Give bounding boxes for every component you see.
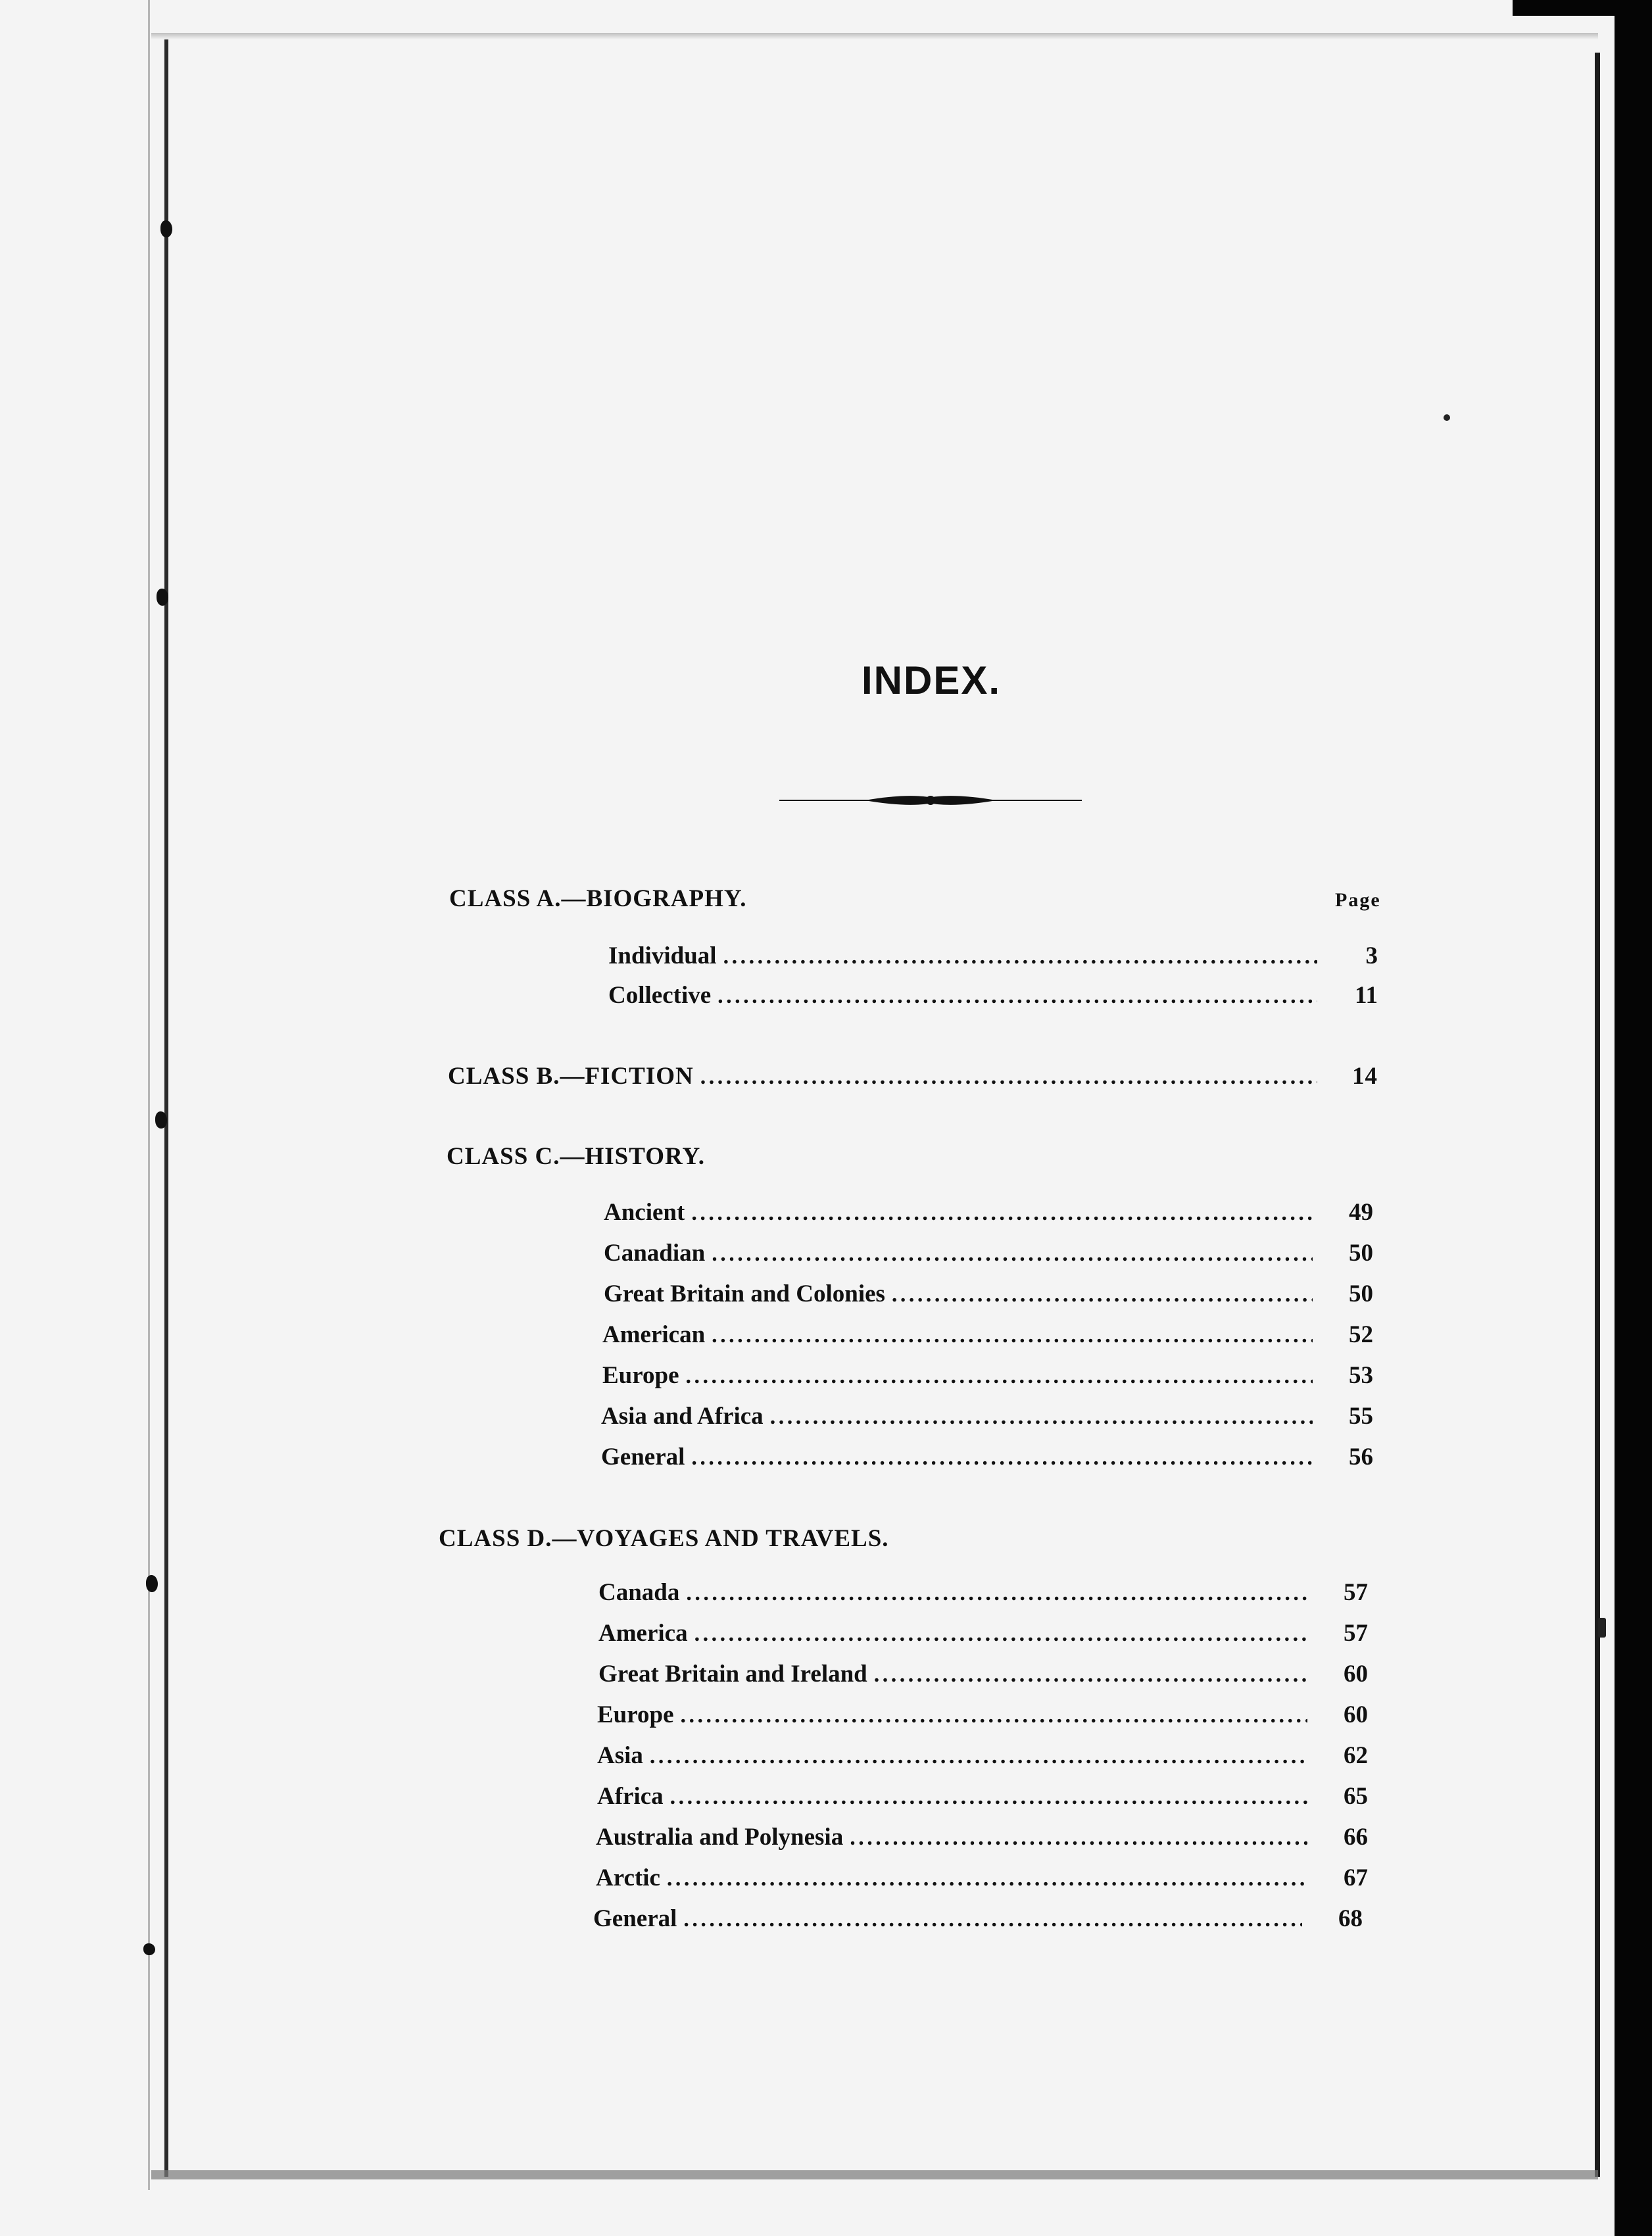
index-entry <box>597 1741 1368 1774</box>
entry-page: 62 <box>1344 1742 1368 1769</box>
entry-label: General <box>593 1905 677 1932</box>
entry-page: 55 <box>1349 1403 1373 1430</box>
entry-label: Great Britain and Colonies <box>604 1280 885 1307</box>
index-entry <box>593 1905 1363 1937</box>
entry-page: 68 <box>1338 1905 1363 1932</box>
index-entry <box>601 1402 1373 1435</box>
index-entry <box>597 1782 1368 1815</box>
entry-page: 52 <box>1349 1321 1373 1348</box>
binding-stitch <box>155 1111 167 1129</box>
entry-label: Great Britain and Ireland <box>598 1661 867 1688</box>
dot-leader <box>670 1785 1307 1810</box>
index-entry <box>604 1239 1373 1272</box>
binding-stitch <box>143 1943 155 1955</box>
index-entry <box>596 1823 1368 1856</box>
dot-leader <box>691 1446 1313 1470</box>
entry-label: General <box>601 1444 685 1470</box>
index-entry <box>604 1280 1373 1313</box>
entry-page: 3 <box>1365 942 1378 969</box>
entry-page: 65 <box>1344 1783 1368 1810</box>
dot-leader <box>667 1866 1307 1891</box>
binding-spine-line <box>164 39 168 2177</box>
page-title: INDEX. <box>862 658 1002 702</box>
entry-label: Europe <box>602 1362 679 1389</box>
entry-page: 60 <box>1344 1661 1368 1688</box>
binding-stitch <box>146 1575 158 1592</box>
entry-label: America <box>598 1620 688 1647</box>
dot-leader <box>717 984 1317 1009</box>
dot-leader <box>770 1405 1313 1430</box>
entry-page: 53 <box>1349 1362 1373 1389</box>
dot-leader <box>686 1364 1313 1389</box>
entry-label: Collective <box>608 982 712 1009</box>
binding-stitch <box>160 220 172 237</box>
entry-label: Canadian <box>604 1240 706 1267</box>
dot-leader <box>681 1703 1307 1728</box>
entry-label: Africa <box>597 1783 664 1810</box>
entry-label: Australia and Polynesia <box>596 1824 844 1851</box>
entry-label: Canada <box>598 1579 680 1606</box>
entry-page: 50 <box>1349 1240 1373 1267</box>
entry-page: 66 <box>1344 1824 1368 1851</box>
entry-label: Asia <box>597 1742 643 1769</box>
index-entry <box>598 1619 1368 1652</box>
dot-leader <box>874 1663 1307 1688</box>
page-edge-top <box>151 33 1598 39</box>
class-heading-label: CLASS C.—HISTORY. <box>447 1143 706 1170</box>
class-heading-label: CLASS B.—FICTION <box>448 1063 694 1090</box>
dot-leader <box>686 1581 1307 1606</box>
dot-leader <box>712 1242 1313 1267</box>
dot-leader <box>650 1744 1307 1769</box>
entry-page: 67 <box>1344 1864 1368 1891</box>
scan-speck <box>1598 1618 1606 1638</box>
entry-label: Asia and Africa <box>601 1403 764 1430</box>
entry-label: American <box>602 1321 706 1348</box>
entry-page: 57 <box>1344 1579 1368 1606</box>
class-heading-label: CLASS D.—VOYAGES AND TRAVELS. <box>439 1525 889 1552</box>
index-entry <box>602 1321 1373 1353</box>
index-entry <box>598 1578 1368 1611</box>
class-a-heading <box>449 885 747 917</box>
page-column-heading: Page <box>1335 889 1381 911</box>
class-d-heading <box>439 1524 889 1557</box>
entry-page: 56 <box>1349 1444 1373 1470</box>
dot-leader <box>850 1826 1307 1851</box>
index-entry <box>597 1701 1368 1734</box>
dot-leader <box>683 1907 1302 1932</box>
index-entry <box>598 1660 1368 1693</box>
dot-leader <box>892 1282 1313 1307</box>
page-edge-right <box>1595 53 1600 2177</box>
ornament-divider <box>779 786 1082 815</box>
index-entry <box>596 1864 1368 1897</box>
entry-page: 14 <box>1352 1063 1378 1090</box>
entry-page: 49 <box>1349 1199 1373 1226</box>
entry-page: 50 <box>1349 1280 1373 1307</box>
index-entry <box>601 1443 1373 1476</box>
class-b-heading <box>448 1062 1378 1095</box>
dot-leader <box>700 1065 1317 1090</box>
dot-leader <box>691 1201 1313 1226</box>
index-entry <box>602 1361 1373 1394</box>
index-entry <box>608 942 1378 975</box>
dot-leader <box>712 1323 1313 1348</box>
scan-border-right <box>1615 0 1652 2236</box>
entry-label: Europe <box>597 1701 674 1728</box>
dot-leader <box>723 944 1317 969</box>
binding-stitch <box>157 589 168 606</box>
entry-page: 11 <box>1355 982 1378 1009</box>
dot-leader <box>694 1622 1307 1647</box>
class-c-heading <box>447 1142 705 1175</box>
index-entry <box>608 981 1378 1014</box>
scan-speck <box>1444 414 1450 421</box>
page-edge-bottom <box>151 2170 1598 2179</box>
entry-page: 57 <box>1344 1620 1368 1647</box>
entry-label: Ancient <box>604 1199 685 1226</box>
index-entry <box>604 1198 1373 1231</box>
binding-shadow <box>148 0 150 2190</box>
entry-label: Arctic <box>596 1864 660 1891</box>
entry-page: 60 <box>1344 1701 1368 1728</box>
entry-label: Individual <box>608 942 717 969</box>
class-heading-label: CLASS A.—BIOGRAPHY. <box>449 885 747 912</box>
